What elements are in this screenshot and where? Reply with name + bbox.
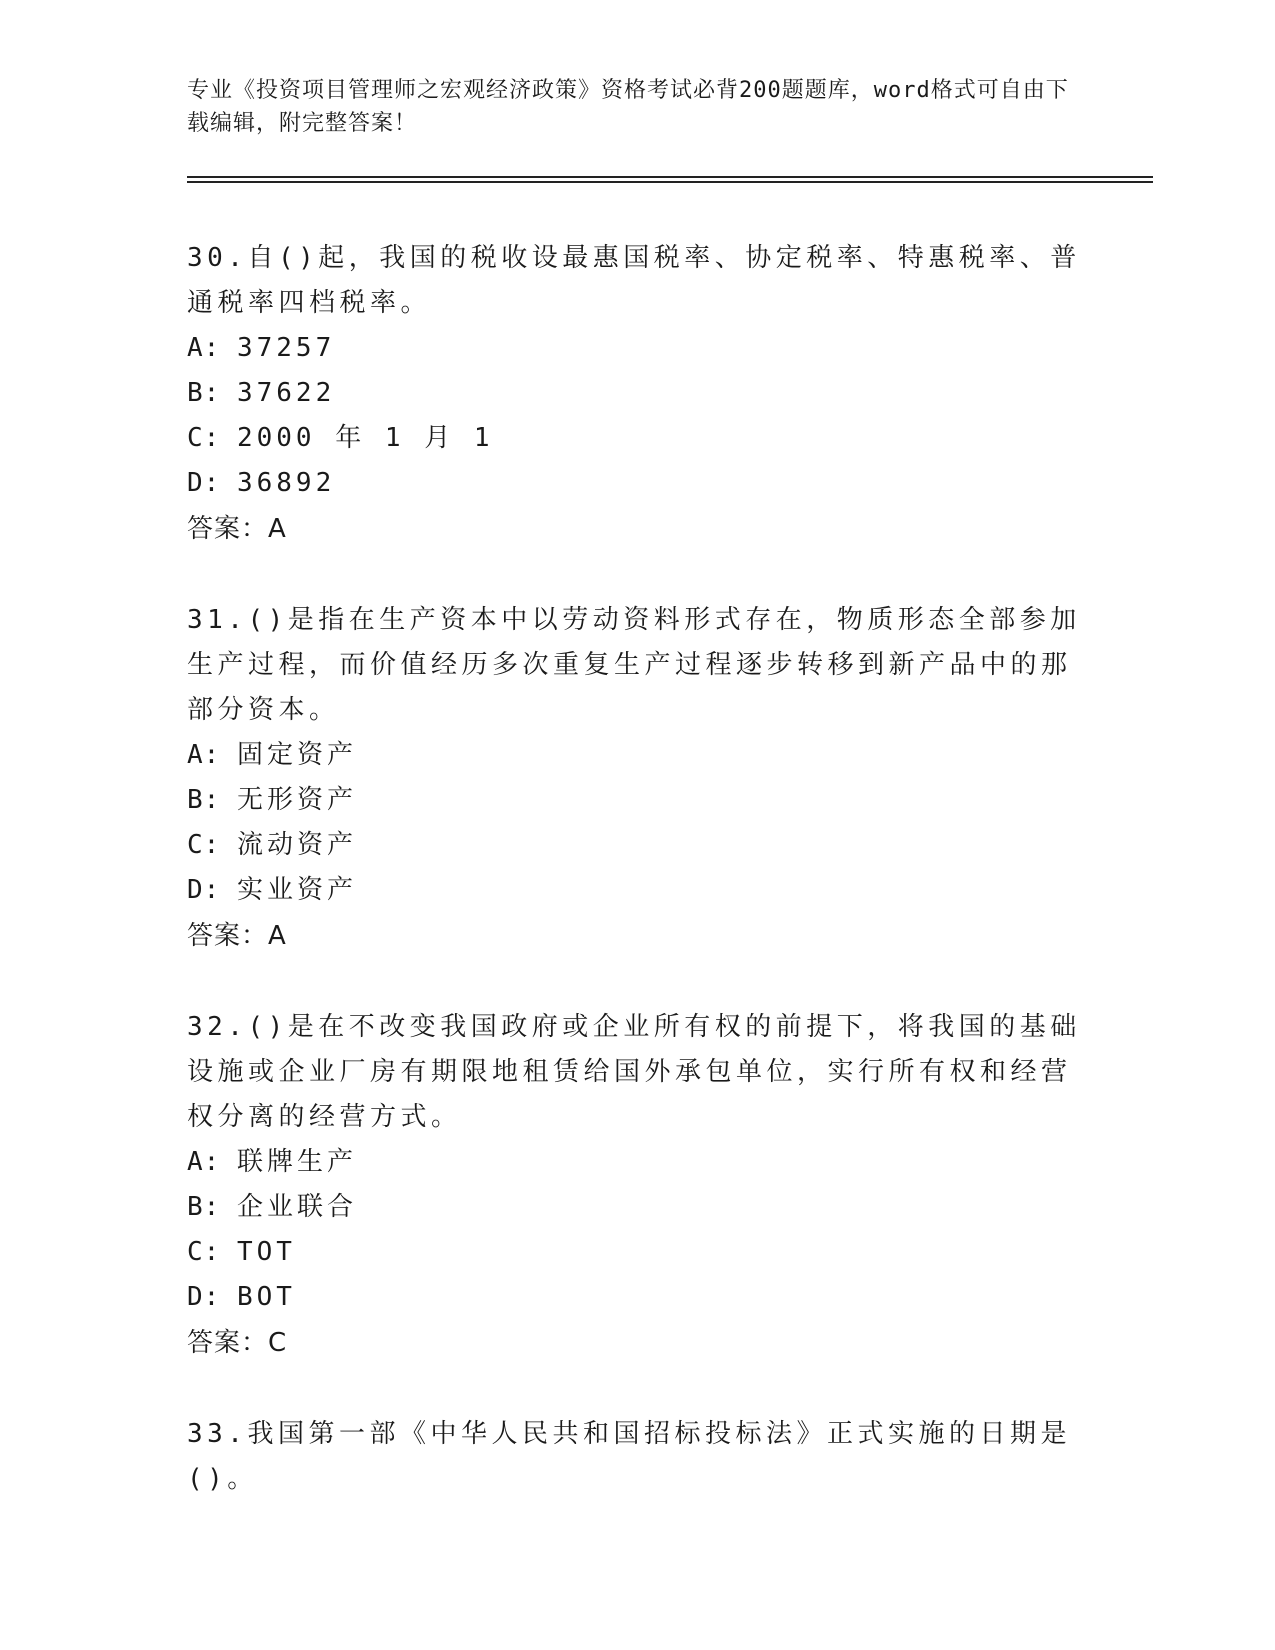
- option-value: 实业资产: [236, 875, 357, 905]
- question-33: [187, 1412, 1087, 1502]
- question-stem: [187, 1005, 1087, 1140]
- option-a: [187, 1140, 1087, 1185]
- question-number: 33.: [187, 1419, 248, 1449]
- answer-line: [187, 506, 1087, 552]
- question-31: [187, 598, 1087, 959]
- header-divider-bottom: [187, 181, 1153, 183]
- answer-line: [187, 913, 1087, 959]
- question-text: ()是在不改变我国政府或企业所有权的前提下，将我国的基础设施或企业厂房有期限地租赁给国外承包单位，实行所有权和经营权分离的经营方式。: [187, 1012, 1081, 1132]
- document-header: [187, 74, 1087, 140]
- question-stem: [187, 1412, 1087, 1502]
- option-b: [187, 778, 1087, 823]
- question-number: 32.: [187, 1012, 248, 1042]
- option-key: D:: [187, 875, 237, 905]
- question-number: 31.: [187, 605, 248, 635]
- answer-label: 答案：: [187, 921, 269, 951]
- option-value: BOT: [236, 1282, 296, 1312]
- option-key: D:: [187, 1282, 237, 1312]
- option-value: 36892: [236, 468, 336, 498]
- option-key: A:: [187, 333, 237, 363]
- option-d: [187, 1275, 1087, 1320]
- header-title: 专业《投资项目管理师之宏观经济政策》资格考试必背200题题库，word格式可自由下载编辑，附完整答案！: [187, 78, 1069, 136]
- option-b: [187, 371, 1087, 416]
- option-value: 联牌生产: [236, 1147, 357, 1177]
- option-c: [187, 823, 1087, 868]
- option-key: C:: [187, 423, 237, 453]
- question-text: ()是指在生产资本中以劳动资料形式存在，物质形态全部参加生产过程，而价值经历多次重复生产过程逐步转移到新产品中的那部分资本。: [187, 605, 1081, 725]
- option-key: C:: [187, 830, 237, 860]
- question-text: 我国第一部《中华人民共和国招标投标法》正式实施的日期是()。: [187, 1419, 1071, 1494]
- option-value: 企业联合: [236, 1192, 357, 1222]
- question-list: [187, 236, 1087, 1548]
- answer-value: A: [268, 921, 287, 951]
- option-key: B:: [187, 1192, 237, 1222]
- header-divider-top: [187, 176, 1153, 178]
- question-text: 自()起，我国的税收设最惠国税率、协定税率、特惠税率、普通税率四档税率。: [187, 243, 1081, 318]
- option-value: 37622: [236, 378, 336, 408]
- answer-value: A: [268, 514, 287, 544]
- question-30: [187, 236, 1087, 552]
- option-c: [187, 416, 1087, 461]
- answer-label: 答案：: [187, 1328, 269, 1358]
- question-stem: [187, 236, 1087, 326]
- answer-value: C: [268, 1328, 288, 1358]
- option-value: 2000 年 1 月 1: [236, 423, 494, 453]
- option-value: 流动资产: [236, 830, 357, 860]
- option-value: 无形资产: [236, 785, 357, 815]
- option-key: C:: [187, 1237, 237, 1267]
- option-value: TOT: [236, 1237, 296, 1267]
- option-key: B:: [187, 378, 237, 408]
- option-key: B:: [187, 785, 237, 815]
- option-key: D:: [187, 468, 237, 498]
- option-d: [187, 461, 1087, 506]
- option-key: A:: [187, 1147, 237, 1177]
- option-d: [187, 868, 1087, 913]
- option-a: [187, 733, 1087, 778]
- option-value: 37257: [236, 333, 336, 363]
- option-a: [187, 326, 1087, 371]
- question-number: 30.: [187, 243, 248, 273]
- question-stem: [187, 598, 1087, 733]
- answer-line: [187, 1320, 1087, 1366]
- option-key: A:: [187, 740, 237, 770]
- option-value: 固定资产: [236, 740, 357, 770]
- answer-label: 答案：: [187, 514, 269, 544]
- question-32: [187, 1005, 1087, 1366]
- option-c: [187, 1230, 1087, 1275]
- option-b: [187, 1185, 1087, 1230]
